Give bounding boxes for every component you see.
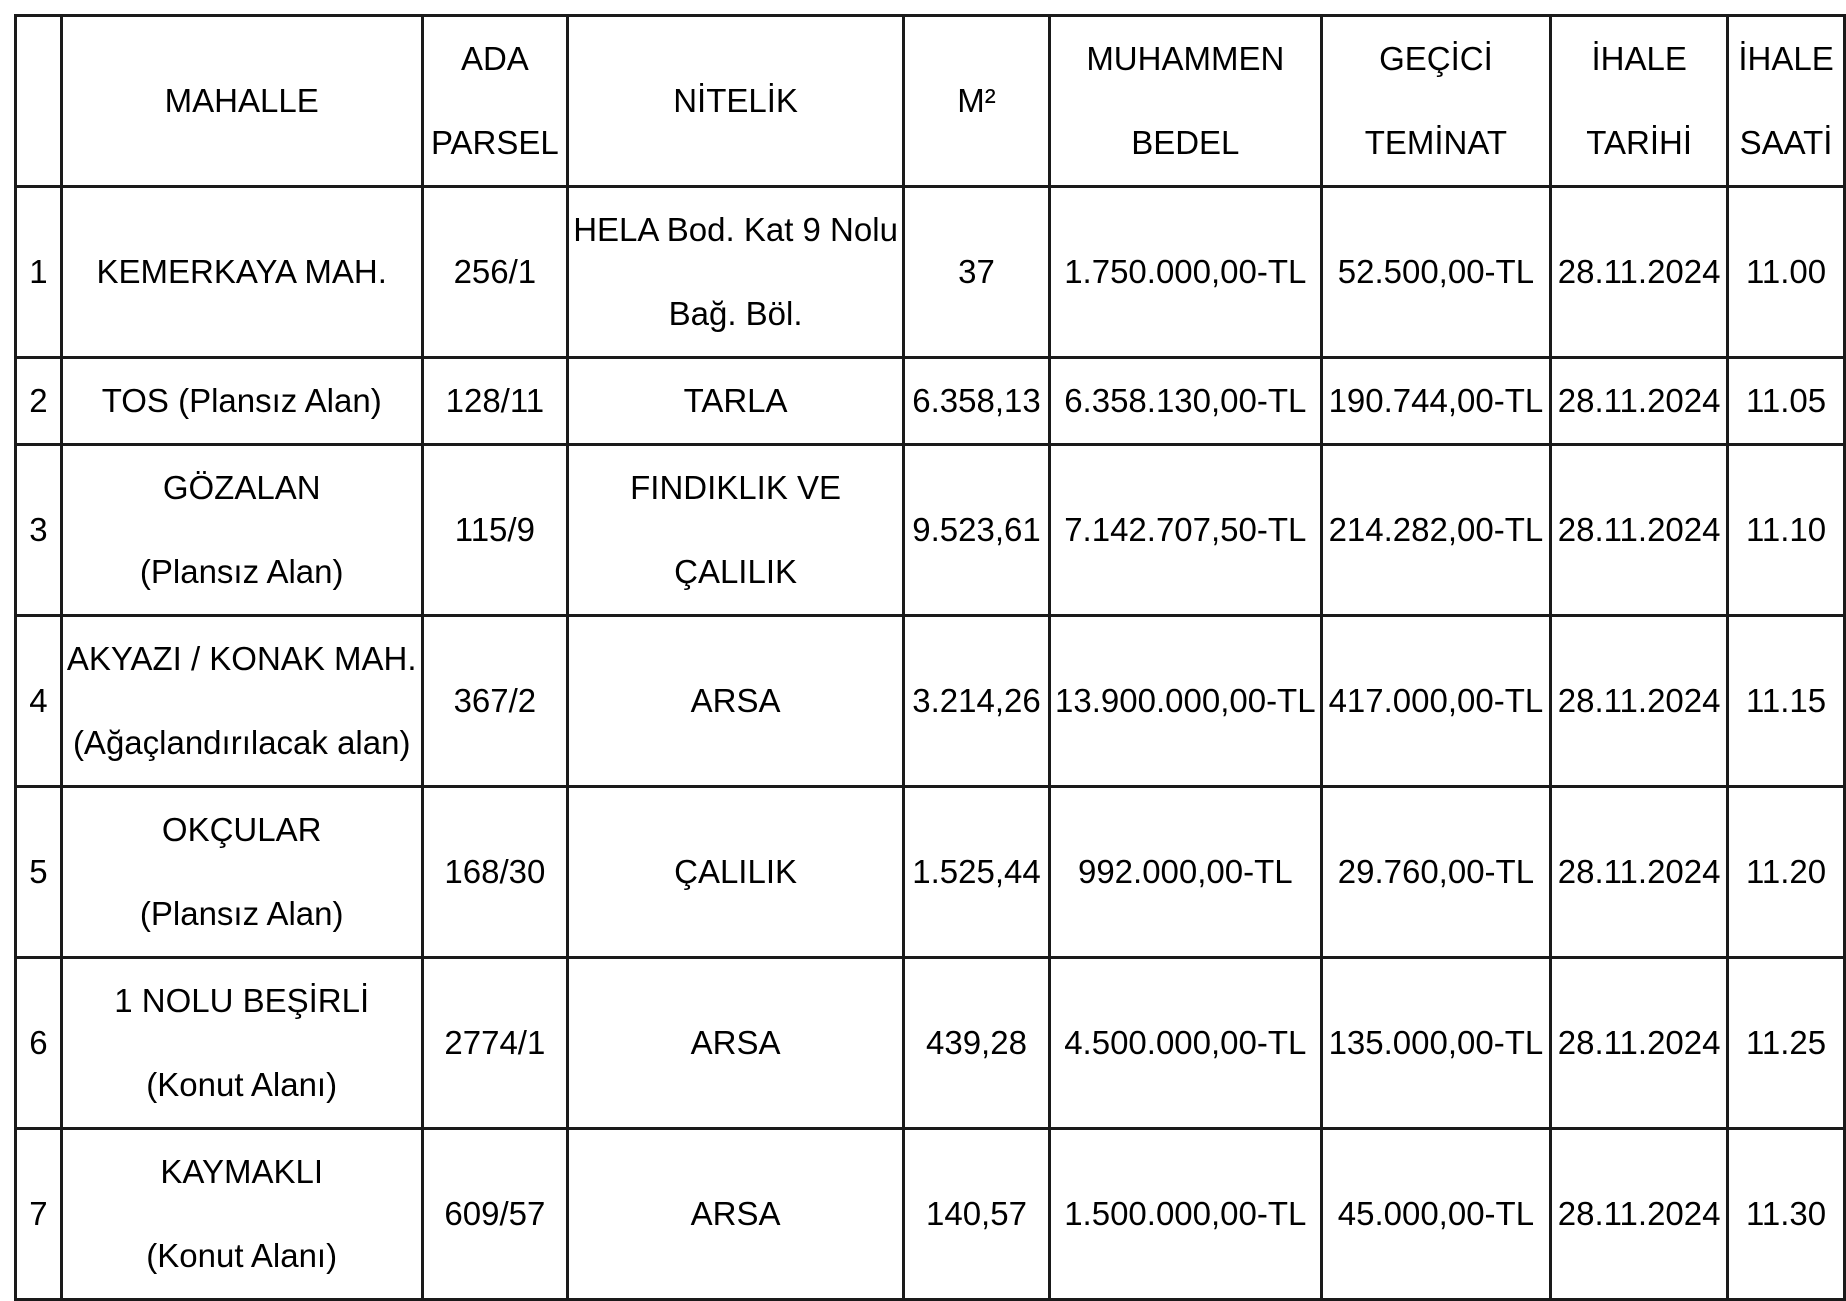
- cell-text-line: MUHAMMEN: [1086, 40, 1285, 77]
- cell-text-line: ARSA: [690, 1024, 781, 1061]
- cell-text-line: Bağ. Böl.: [668, 295, 803, 332]
- cell-nitelik: [568, 616, 904, 787]
- cell-ada-parsel: 2774/1: [422, 958, 568, 1129]
- cell-text-line: NİTELİK: [673, 82, 798, 119]
- cell-m2: 6.358,13: [903, 358, 1049, 445]
- cell-text-line: KAYMAKLI: [160, 1153, 323, 1190]
- cell-text-line: BEDEL: [1131, 124, 1240, 161]
- cell-text-line: (Ağaçlandırılacak alan): [72, 724, 411, 761]
- cell-text-line: ÇALILIK: [674, 553, 798, 590]
- header-cell-nitelik: [568, 16, 904, 187]
- cell-m2: 1.525,44: [903, 787, 1049, 958]
- cell-gecici-teminat: 52.500,00-TL: [1321, 187, 1551, 358]
- cell-nitelik: [568, 358, 904, 445]
- cell-muhammen-bedel: 6.358.130,00-TL: [1050, 358, 1322, 445]
- cell-no: 5: [16, 787, 62, 958]
- cell-text-line: (Plansız Alan): [139, 895, 344, 932]
- cell-text-line: KEMERKAYA MAH.: [96, 253, 387, 290]
- cell-text-line: ADA: [460, 40, 529, 77]
- cell-muhammen-bedel: 1.500.000,00-TL: [1050, 1129, 1322, 1300]
- cell-text-line: FINDIKLIK VE: [630, 469, 842, 506]
- cell-no: 7: [16, 1129, 62, 1300]
- table-row: [16, 616, 1845, 787]
- cell-ada-parsel: 168/30: [422, 787, 568, 958]
- cell-mahalle: [61, 787, 422, 958]
- cell-ihale-tarihi: 28.11.2024: [1551, 1129, 1728, 1300]
- cell-text-line: GEÇİCİ: [1379, 40, 1493, 77]
- cell-mahalle: [61, 445, 422, 616]
- header-cell-ihale-saati: [1728, 16, 1845, 187]
- cell-muhammen-bedel: 992.000,00-TL: [1050, 787, 1322, 958]
- cell-m2: 439,28: [903, 958, 1049, 1129]
- cell-ihale-tarihi: 28.11.2024: [1551, 187, 1728, 358]
- cell-mahalle: [61, 958, 422, 1129]
- cell-text-line: TARİHİ: [1586, 124, 1693, 161]
- cell-mahalle: [61, 1129, 422, 1300]
- header-cell-mahalle: [61, 16, 422, 187]
- cell-muhammen-bedel: 4.500.000,00-TL: [1050, 958, 1322, 1129]
- cell-gecici-teminat: 417.000,00-TL: [1321, 616, 1551, 787]
- header-cell-no: [16, 16, 62, 187]
- cell-nitelik: [568, 1129, 904, 1300]
- header-cell-gecici-teminat: [1321, 16, 1551, 187]
- cell-ihale-saati: 11.05: [1728, 358, 1845, 445]
- cell-ihale-saati: 11.30: [1728, 1129, 1845, 1300]
- header-cell-ada-parsel: [422, 16, 568, 187]
- cell-nitelik: [568, 787, 904, 958]
- cell-text-line: (Konut Alanı): [146, 1066, 338, 1103]
- cell-ihale-saati: 11.20: [1728, 787, 1845, 958]
- cell-mahalle: [61, 616, 422, 787]
- cell-no: 6: [16, 958, 62, 1129]
- cell-ada-parsel: 609/57: [422, 1129, 568, 1300]
- cell-mahalle: [61, 187, 422, 358]
- cell-m2: 140,57: [903, 1129, 1049, 1300]
- cell-ada-parsel: 256/1: [422, 187, 568, 358]
- cell-ihale-saati: 11.10: [1728, 445, 1845, 616]
- cell-no: 2: [16, 358, 62, 445]
- cell-text-line: PARSEL: [430, 124, 559, 161]
- table-row: [16, 445, 1845, 616]
- cell-ihale-tarihi: 28.11.2024: [1551, 445, 1728, 616]
- cell-muhammen-bedel: 1.750.000,00-TL: [1050, 187, 1322, 358]
- cell-ihale-tarihi: 28.11.2024: [1551, 958, 1728, 1129]
- cell-nitelik: [568, 187, 904, 358]
- cell-m2: 3.214,26: [903, 616, 1049, 787]
- cell-text-line: M²: [957, 82, 996, 119]
- cell-no: 3: [16, 445, 62, 616]
- cell-text-line: ÇALILIK: [674, 853, 798, 890]
- cell-text-line: HELA Bod. Kat 9 Nolu: [573, 211, 898, 248]
- cell-gecici-teminat: 135.000,00-TL: [1321, 958, 1551, 1129]
- cell-m2: 9.523,61: [903, 445, 1049, 616]
- table-row: [16, 358, 1845, 445]
- cell-text-line: İHALE: [1738, 40, 1834, 77]
- cell-text-line: 1 NOLU BEŞİRLİ: [114, 982, 370, 1019]
- cell-ihale-tarihi: 28.11.2024: [1551, 358, 1728, 445]
- auction-table-container: [14, 14, 1846, 1301]
- cell-no: 4: [16, 616, 62, 787]
- cell-nitelik: [568, 958, 904, 1129]
- cell-nitelik: [568, 445, 904, 616]
- cell-text-line: MAHALLE: [164, 82, 319, 119]
- cell-text-line: AKYAZI / KONAK MAH.: [66, 640, 417, 677]
- cell-ihale-saati: 11.15: [1728, 616, 1845, 787]
- table-row: [16, 1129, 1845, 1300]
- cell-muhammen-bedel: 13.900.000,00-TL: [1050, 616, 1322, 787]
- cell-ihale-saati: 11.00: [1728, 187, 1845, 358]
- auction-table: [14, 14, 1846, 1301]
- cell-m2: 37: [903, 187, 1049, 358]
- cell-gecici-teminat: 214.282,00-TL: [1321, 445, 1551, 616]
- cell-text-line: SAATİ: [1739, 124, 1833, 161]
- cell-text-line: ARSA: [690, 1195, 781, 1232]
- header-cell-ihale-tarihi: [1551, 16, 1728, 187]
- cell-text-line: TARLA: [683, 382, 788, 419]
- cell-ihale-tarihi: 28.11.2024: [1551, 616, 1728, 787]
- cell-ada-parsel: 367/2: [422, 616, 568, 787]
- table-row: [16, 787, 1845, 958]
- cell-text-line: GÖZALAN: [162, 469, 321, 506]
- cell-ihale-saati: 11.25: [1728, 958, 1845, 1129]
- cell-mahalle: [61, 358, 422, 445]
- table-row: [16, 958, 1845, 1129]
- header-cell-m2: [903, 16, 1049, 187]
- cell-text-line: (Plansız Alan): [139, 553, 344, 590]
- cell-text-line: İHALE: [1591, 40, 1687, 77]
- cell-text-line: ARSA: [690, 682, 781, 719]
- cell-muhammen-bedel: 7.142.707,50-TL: [1050, 445, 1322, 616]
- cell-gecici-teminat: 45.000,00-TL: [1321, 1129, 1551, 1300]
- cell-ada-parsel: 128/11: [422, 358, 568, 445]
- cell-ada-parsel: 115/9: [422, 445, 568, 616]
- table-row: [16, 187, 1845, 358]
- cell-text-line: OKÇULAR: [161, 811, 322, 848]
- cell-no: 1: [16, 187, 62, 358]
- cell-text-line: (Konut Alanı): [146, 1237, 338, 1274]
- cell-gecici-teminat: 190.744,00-TL: [1321, 358, 1551, 445]
- cell-gecici-teminat: 29.760,00-TL: [1321, 787, 1551, 958]
- cell-text-line: TOS (Plansız Alan): [101, 382, 382, 419]
- cell-text-line: TEMİNAT: [1364, 124, 1508, 161]
- cell-ihale-tarihi: 28.11.2024: [1551, 787, 1728, 958]
- header-cell-muhammen-bedel: [1050, 16, 1322, 187]
- table-header-row: [16, 16, 1845, 187]
- table-body: [16, 16, 1845, 1300]
